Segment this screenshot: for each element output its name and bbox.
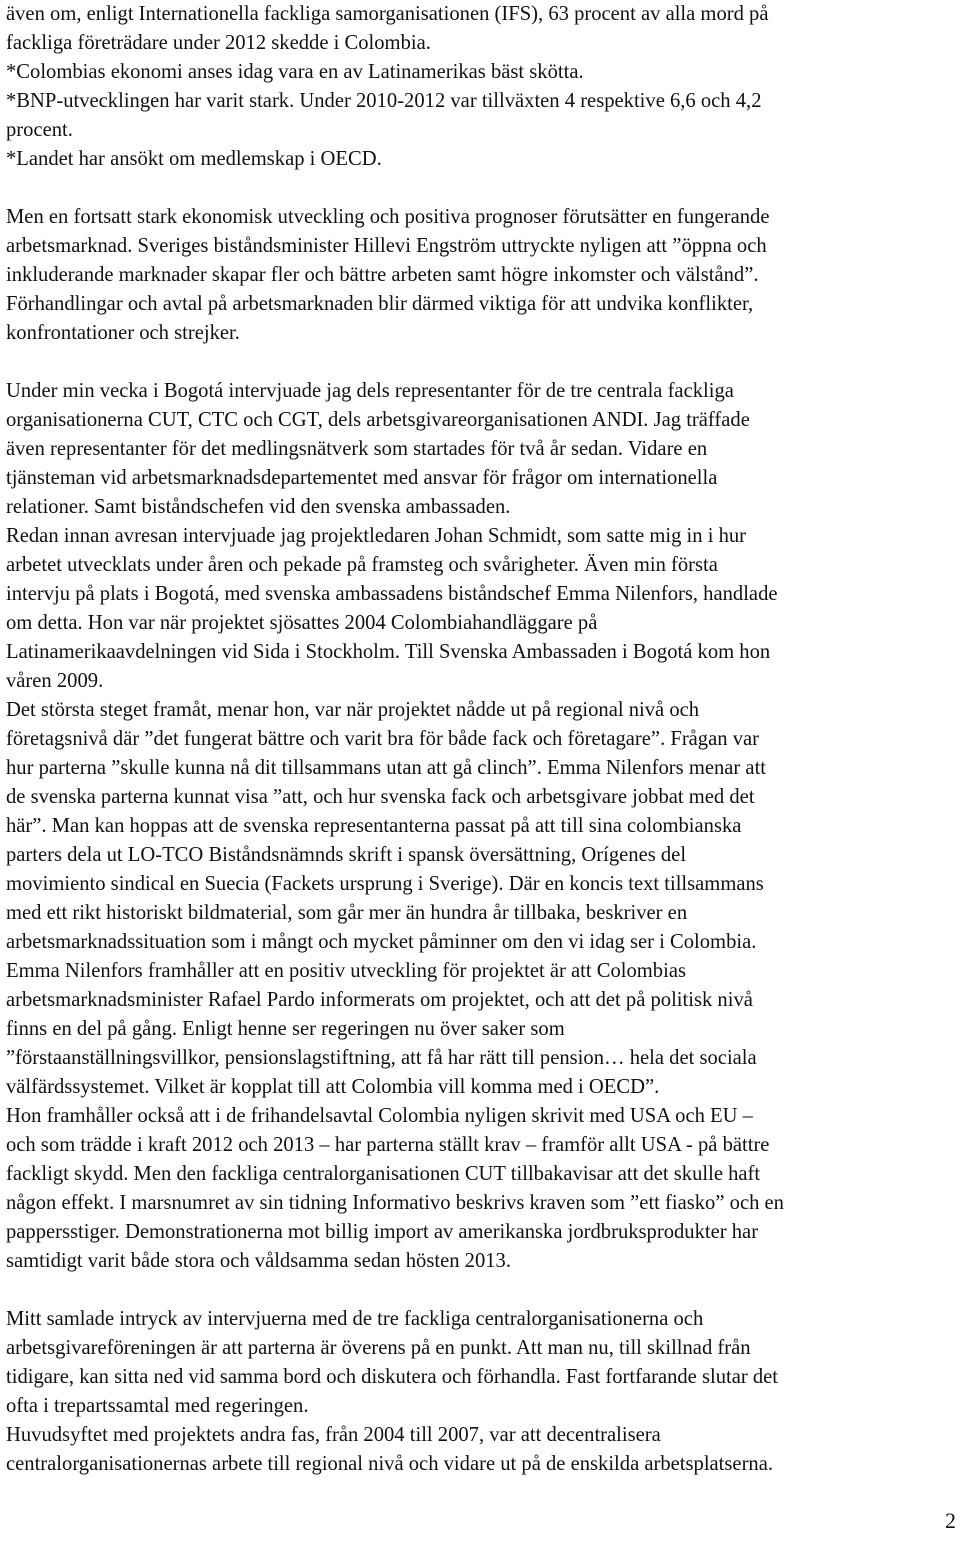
text-line: relationer. Samt biståndschefen vid den svenska ambassaden. — [6, 496, 511, 518]
text-line: välfärdssystemet. Vilket är kopplat till att Colombia vill komma med i OECD”. — [6, 1076, 660, 1098]
text-line: inkluderande marknader skapar fler och bättre arbeten samt högre inkomster och välstånd”. — [6, 264, 759, 286]
text-line: med ett rikt historiskt bildmaterial, som går mer än hundra år tillbaka, beskriver en — [6, 902, 688, 924]
text-line: finns en del på gång. Enligt henne ser regeringen nu över saker som — [6, 1018, 565, 1040]
text-line: Mitt samlade intryck av intervjuerna med de tre fackliga centralorganisationerna och — [6, 1308, 704, 1330]
text-line: pappersstiger. Demonstrationerna mot billig import av amerikanska jordbruksprodukter har — [6, 1221, 759, 1243]
text-line: Huvudsyftet med projektets andra fas, från 2004 till 2007, var att decentralisera — [6, 1424, 661, 1446]
text-line: Redan innan avresan intervjuade jag projektledaren Johan Schmidt, som satte mig in i hur — [6, 525, 747, 547]
text-line: företagsnivå där ”det fungerat bättre och varit bra för både fack och företagare”. Frågan var — [6, 728, 759, 750]
text-line: Latinamerikaavdelningen vid Sida i Stockholm. Till Svenska Ambassaden i Bogotá kom hon — [6, 641, 771, 663]
text-line: intervju på plats i Bogotá, med svenska ambassadens biståndschef Emma Nilenfors, handlade — [6, 583, 778, 605]
text-line: fackligt skydd. Men den fackliga centralorganisationen CUT tillbakavisar att det skulle haft — [6, 1163, 761, 1185]
text-line: tidigare, kan sitta ned vid samma bord och diskutera och förhandla. Fast fortfarande slutar det — [6, 1366, 779, 1388]
text-line: arbetsmarknadsminister Rafael Pardo informerats om projektet, och att det på politisk nivå — [6, 989, 753, 1011]
text-line: om detta. Hon var när projektet sjösattes 2004 Colombiahandläggare på — [6, 612, 598, 634]
text-line: *BNP-utvecklingen har varit stark. Under 2010-2012 var tillväxten 4 respektive 6,6 och 4,2 — [6, 90, 762, 112]
text-line: Det största steget framåt, menar hon, var när projektet nådde ut på regional nivå och — [6, 699, 700, 721]
page-number: 2 — [945, 1508, 956, 1533]
text-line: Under min vecka i Bogotá intervjuade jag dels representanter för de tre centrala fackliga — [6, 380, 734, 402]
paragraph-gap — [6, 174, 956, 203]
text-line: även om, enligt Internationella fackliga samorganisationen (IFS), 63 procent av alla mord på — [6, 3, 769, 25]
text-line: Förhandlingar och avtal på arbetsmarknaden blir därmed viktiga för att undvika konflikter, — [6, 293, 754, 315]
text-line: här”. Man kan hoppas att de svenska representanterna passat på att till sina colombianska — [6, 815, 742, 837]
text-line: arbetet utvecklats under åren och pekade på framsteg och svårigheter. Även min första — [6, 554, 718, 576]
text-line: tjänsteman vid arbetsmarknadsdepartementet med ansvar för frågor om internationella — [6, 467, 718, 489]
paragraph-gap — [6, 348, 956, 377]
text-line: samtidigt varit både stora och våldsamma sedan hösten 2013. — [6, 1250, 511, 1272]
text-line: fackliga företrädare under 2012 skedde i Colombia. — [6, 32, 431, 54]
paragraph — [6, 1305, 956, 1479]
paragraph — [6, 377, 956, 1276]
text-line: parters dela ut LO-TCO Biståndsnämnds skrift i spansk översättning, Orígenes del — [6, 844, 687, 866]
document-body — [6, 0, 956, 1479]
text-line: arbetsmarknadssituation som i mångt och mycket påminner om den vi idag ser i Colombia. — [6, 931, 757, 953]
text-line: konfrontationer och strejker. — [6, 322, 240, 344]
text-line: arbetsgivareföreningen är att parterna är överens på en punkt. Att man nu, till skillnad från — [6, 1337, 751, 1359]
text-line: Hon framhåller också att i de frihandelsavtal Colombia nyligen skrivit med USA och EU – — [6, 1105, 753, 1127]
text-line: *Colombias ekonomi anses idag vara en av Latinamerikas bäst skötta. — [6, 61, 584, 83]
paragraph — [6, 203, 956, 348]
text-line: arbetsmarknad. Sveriges biståndsminister Hillevi Engström uttryckte nyligen att ”öppna och — [6, 235, 767, 257]
paragraph — [6, 0, 956, 174]
text-line: ofta i trepartssamtal med regeringen. — [6, 1395, 309, 1417]
text-line: procent. — [6, 119, 73, 141]
text-line: organisationerna CUT, CTC och CGT, dels arbetsgivareorganisationen ANDI. Jag träffade — [6, 409, 750, 431]
text-line: centralorganisationernas arbete till regional nivå och vidare ut på de enskilda arbetsplatserna. — [6, 1453, 774, 1475]
text-line: de svenska parterna kunnat visa ”att, och hur svenska fack och arbetsgivare jobbat med det — [6, 786, 755, 808]
text-line: Men en fortsatt stark ekonomisk utveckling och positiva prognoser förutsätter en fungerande — [6, 206, 770, 228]
text-line: våren 2009. — [6, 670, 104, 692]
text-line: även representanter för det medlingsnätverk som startades för två år sedan. Vidare en — [6, 438, 708, 460]
text-line: och som trädde i kraft 2012 och 2013 – har parterna ställt krav – framför allt USA - på bättre — [6, 1134, 770, 1156]
text-line: movimiento sindical en Suecia (Fackets ursprung i Sverige). Där en koncis text tillsammans — [6, 873, 764, 895]
text-line: *Landet har ansökt om medlemskap i OECD. — [6, 148, 382, 170]
text-line: hur parterna ”skulle kunna nå dit tillsammans utan att gå clinch”. Emma Nilenfors menar att — [6, 757, 767, 779]
text-line: Emma Nilenfors framhåller att en positiv utveckling för projektet är att Colombias — [6, 960, 686, 982]
paragraph-gap — [6, 1276, 956, 1305]
text-line: ”förstaanställningsvillkor, pensionslagstiftning, att få har rätt till pension… hela det sociala — [6, 1047, 757, 1069]
text-line: någon effekt. I marsnumret av sin tidning Informativo beskrivs kraven som ”ett fiasko” och en — [6, 1192, 784, 1214]
